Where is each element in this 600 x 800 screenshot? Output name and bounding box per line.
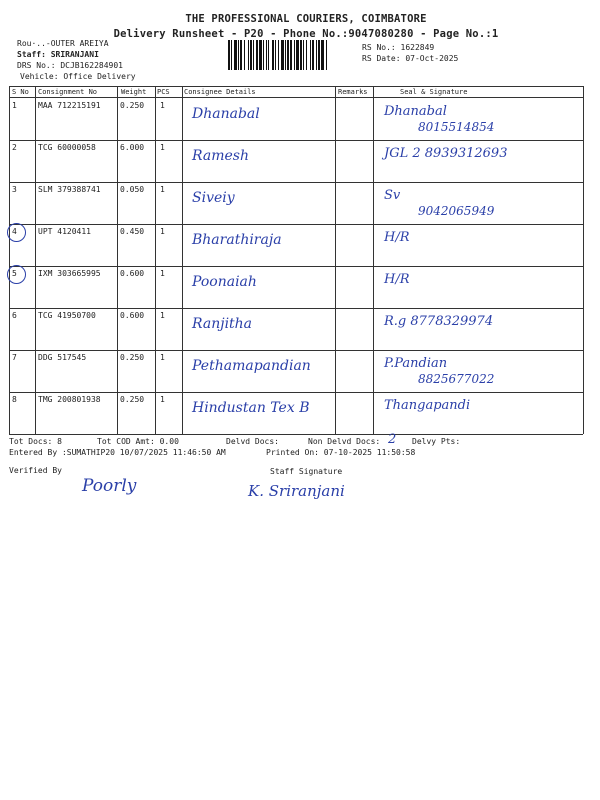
barcode-bar (253, 40, 254, 70)
row-pcs: 1 (160, 227, 165, 236)
table-column-rule (583, 86, 584, 434)
barcode-bar (266, 40, 267, 70)
row-weight: 0.600 (120, 311, 145, 320)
barcode-bar (250, 40, 252, 70)
barcode-bar (287, 40, 289, 70)
row-pcs: 1 (160, 143, 165, 152)
col-pcs-header: PCS (157, 88, 170, 96)
row-seal-signature: JGL 2 8939312693 (384, 146, 508, 161)
entered-by: Entered By :SUMATHIP20 10/07/2025 11:46:50 AM (9, 448, 226, 457)
table-rule (9, 97, 583, 98)
barcode-bar (296, 40, 299, 70)
table-column-rule (182, 86, 183, 434)
row-consignment-no: MAA 712215191 (38, 101, 101, 110)
table-rule (9, 350, 583, 351)
table-column-rule (117, 86, 118, 434)
table-rule (9, 434, 583, 435)
row-consignee-signature: Dhanabal (192, 106, 260, 122)
verified-by-signature: Poorly (82, 476, 137, 496)
row-seal-signature: P.Pandian (384, 356, 448, 371)
row-seal-signature: H/R (384, 272, 410, 287)
row-seal-signature: Thangapandi (384, 398, 471, 413)
document-title: THE PROFESSIONAL COURIERS, COIMBATORE (185, 13, 427, 25)
total-cod-amount: Tot COD Amt: 0.00 (97, 437, 179, 446)
barcode-bar (300, 40, 302, 70)
col-seal-signature-header: Seal & Signature (400, 88, 468, 96)
row-sno: 5 (12, 269, 17, 278)
non-delivered-handwritten: 2 (388, 432, 397, 447)
row-pcs: 1 (160, 395, 165, 404)
row-seal-phone: 9042065949 (418, 204, 495, 218)
barcode-bar (275, 40, 276, 70)
row-seal-signature: R.g 8778329974 (384, 314, 494, 329)
row-pcs: 1 (160, 101, 165, 110)
col-remarks-header: Remarks (338, 88, 368, 96)
printed-on: Printed On: 07-10-2025 11:50:58 (266, 448, 416, 457)
table-column-rule (9, 86, 10, 434)
barcode-bar (281, 40, 284, 70)
row-seal-phone: 8015514854 (418, 120, 495, 134)
handwritten-circle-mark (7, 265, 26, 284)
row-pcs: 1 (160, 185, 165, 194)
row-sno: 7 (12, 353, 17, 362)
row-consignee-signature: Ramesh (192, 148, 249, 164)
row-seal-signature: Sv (384, 188, 401, 203)
barcode-bar (310, 40, 311, 70)
non-delivered-docs: Non Delvd Docs: (308, 437, 381, 446)
table-rule (9, 392, 583, 393)
barcode-bar (294, 40, 295, 70)
row-consignee-signature: Ranjitha (192, 316, 253, 332)
barcode-bar (268, 40, 269, 70)
barcode-bar (321, 40, 324, 70)
row-weight: 0.050 (120, 185, 145, 194)
row-sno: 1 (12, 101, 17, 110)
delivery-points: Delvy Pts: (412, 437, 461, 446)
barcode-bar (326, 40, 327, 70)
row-consignment-no: TMG 200801938 (38, 395, 101, 404)
row-consignee-signature: Hindustan Tex B (192, 400, 310, 416)
table-column-rule (35, 86, 36, 434)
barcode-bar (303, 40, 304, 70)
barcode-bar (238, 40, 239, 70)
barcode-bar (256, 40, 258, 70)
table-rule (9, 182, 583, 183)
row-consignment-no: DDG 517545 (38, 353, 87, 362)
barcode-bar (231, 40, 232, 70)
row-consignment-no: IXM 303665995 (38, 269, 101, 278)
barcode-bar (248, 40, 249, 70)
row-sno: 4 (12, 227, 17, 236)
barcode-bar (316, 40, 317, 70)
row-weight: 0.250 (120, 101, 145, 110)
table-rule (9, 224, 583, 225)
rs-date: RS Date: 07-Oct-2025 (362, 54, 459, 63)
row-consignment-no: TCG 60000058 (38, 143, 96, 152)
row-weight: 6.000 (120, 143, 145, 152)
row-pcs: 1 (160, 353, 165, 362)
table-rule (9, 86, 583, 87)
row-consignee-signature: Pethamapandian (192, 358, 311, 374)
barcode-bar (290, 40, 292, 70)
handwritten-circle-mark (7, 223, 26, 242)
barcode-bar (240, 40, 242, 70)
table-column-rule (155, 86, 156, 434)
barcode-bar (234, 40, 237, 70)
barcode-bar (278, 40, 279, 70)
col-sno-header: S No (12, 88, 29, 96)
barcode-bar (285, 40, 286, 70)
row-weight: 0.250 (120, 395, 145, 404)
barcode-bar (306, 40, 307, 70)
row-pcs: 1 (160, 269, 165, 278)
barcode-bar (272, 40, 274, 70)
barcode-image (228, 40, 356, 70)
staff-line: Staff: SRIRANJANI (17, 50, 99, 59)
col-weight-header: Weight (121, 88, 147, 96)
row-consignment-no: SLM 379388741 (38, 185, 101, 194)
table-rule (9, 266, 583, 267)
table-column-rule (335, 86, 336, 434)
row-weight: 0.600 (120, 269, 145, 278)
verified-by-label: Verified By (9, 466, 62, 475)
row-consignment-no: UPT 4120411 (38, 227, 91, 236)
col-consignee-details-header: Consignee Details (184, 88, 256, 96)
delivered-docs: Delvd Docs: (226, 437, 279, 446)
row-consignee-signature: Siveiy (192, 190, 235, 206)
barcode-bar (263, 40, 264, 70)
row-consignee-signature: Bharathiraja (192, 232, 282, 248)
row-consignee-signature: Poonaiah (192, 274, 257, 290)
barcode-bar (312, 40, 314, 70)
route-line: Rou·..-OUTER AREIYA (17, 39, 109, 48)
row-weight: 0.250 (120, 353, 145, 362)
table-rule (9, 140, 583, 141)
table-column-rule (373, 86, 374, 434)
row-seal-signature: H/R (384, 230, 410, 245)
row-sno: 6 (12, 311, 17, 320)
barcode-bar (244, 40, 245, 70)
barcode-bar (259, 40, 262, 70)
row-sno: 3 (12, 185, 17, 194)
total-docs: Tot Docs: 8 (9, 437, 62, 446)
vehicle-line: Vehicle: Office Delivery (20, 72, 136, 81)
barcode-bar (318, 40, 320, 70)
col-consignment-no-header: Consignment No (38, 88, 98, 96)
row-sno: 2 (12, 143, 17, 152)
row-consignment-no: TCG 41950700 (38, 311, 96, 320)
document-subtitle: Delivery Runsheet - P20 - Phone No.:9047080280 - Page No.:1 (113, 28, 499, 40)
row-weight: 0.450 (120, 227, 145, 236)
row-seal-signature: Dhanabal (384, 104, 447, 119)
drs-number: DRS No.: DCJB162284901 (17, 61, 123, 70)
row-sno: 8 (12, 395, 17, 404)
row-pcs: 1 (160, 311, 165, 320)
staff-signature: K. Sriranjani (248, 482, 345, 500)
table-rule (9, 308, 583, 309)
barcode-bar (228, 40, 230, 70)
rs-number: RS No.: 1622849 (362, 43, 435, 52)
row-seal-phone: 8825677022 (418, 372, 495, 386)
staff-signature-label: Staff Signature (270, 467, 343, 476)
